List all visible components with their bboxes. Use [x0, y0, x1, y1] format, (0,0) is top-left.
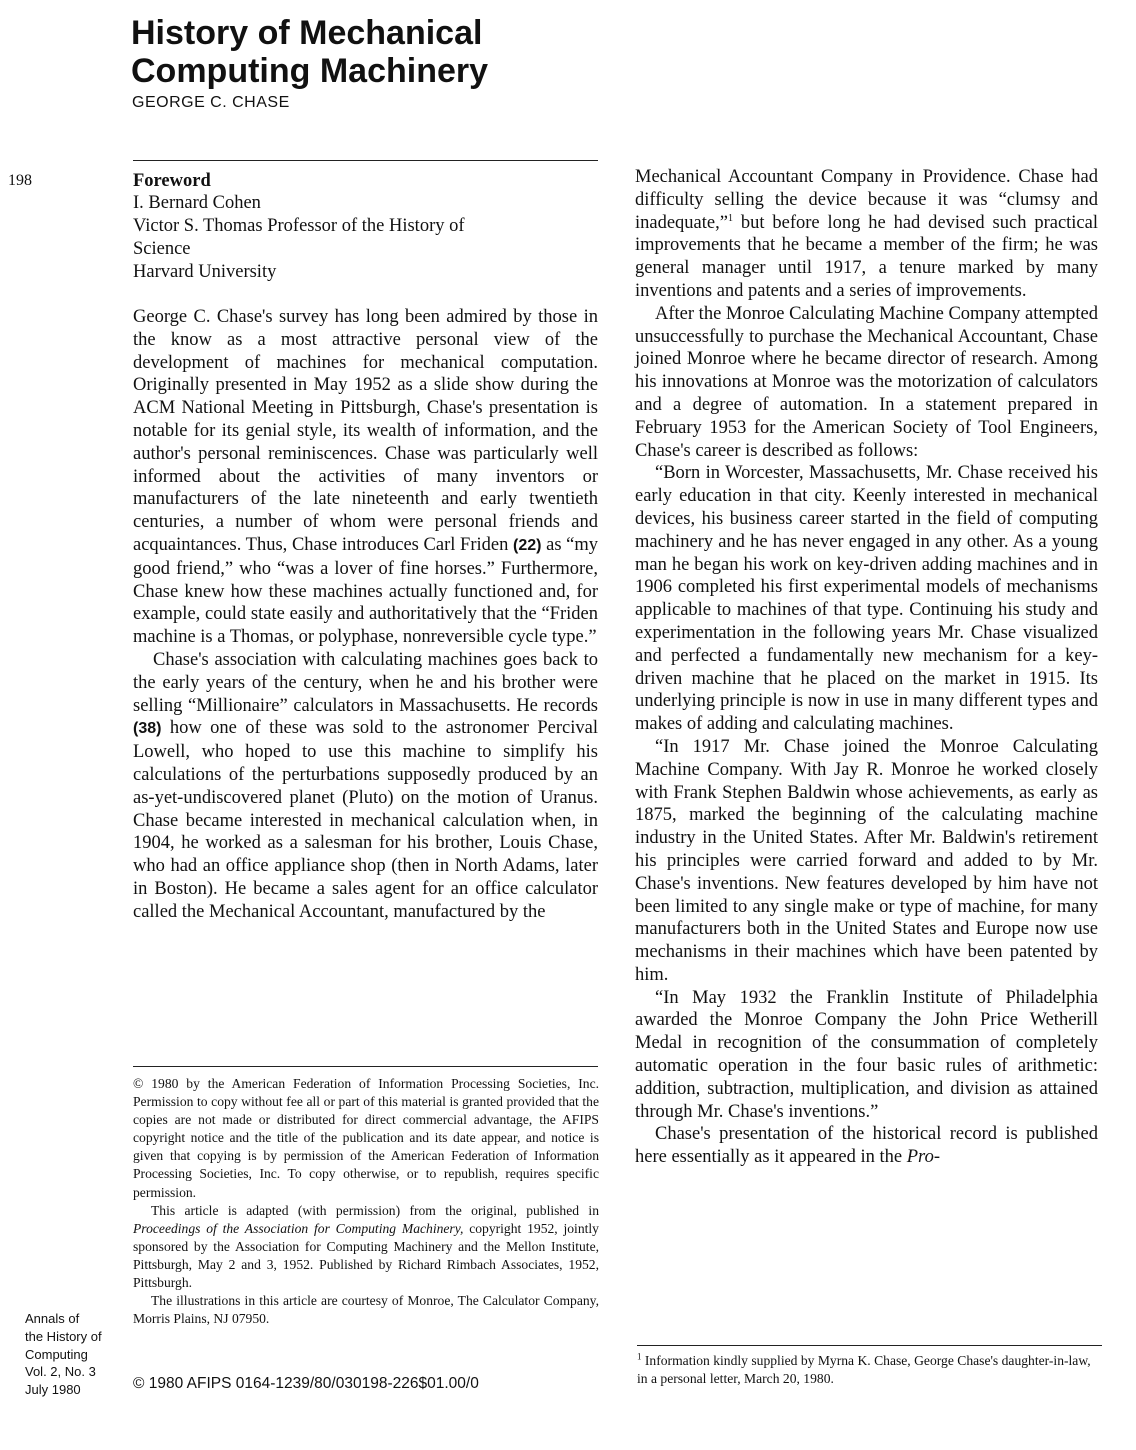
- foreword-byline-name: I. Bernard Cohen: [133, 193, 261, 213]
- journal-info: [25, 1310, 125, 1399]
- foreword-byline-affiliation: Harvard University: [133, 262, 277, 282]
- body-paragraph: After the Monroe Calculating Machine Company attempted unsuccessfully to purchase the Mechanical Accountant, Chase joined Monroe where he became director of research. Among his innovations at Monroe was the motorization of calculators and a degree of automation. In a statement prepared in February 1953 for the American Society of Tool Engineers, Chase's career is described as follows:: [635, 303, 1098, 461]
- journal-info-line: Computing: [25, 1346, 88, 1362]
- journal-info-line: July 1980: [25, 1382, 81, 1398]
- foreword-paragraph: Chase's association with calculating machines goes back to the early years of the century, when he and his brother were selling “Millionaire” calculators in Massachusetts. He records (38) how one of these was sold to the astronomer Percival Lowell, who hoped to use this machine to simplify his calculations of the perturbations supposedly produced by an as-yet-undiscovered planet (Pluto) on the motion of Uranus. Chase became interested in mechanical calculation when, in 1904, he worked as a salesman for his brother, Louis Chase, who had an office appliance shop (then in North Adams, later in Boston). He became a sales agent for an office calculator called the Mechanical Accountant, manufactured by the: [133, 649, 599, 922]
- foreword-paragraph: George C. Chase's survey has long been admired by those in the know as a most attractive personal view of the development of machines for mechanical computation. Originally presented in May 1952 as a slide show during the ACM National Meeting in Pittsburgh, Chase's presentation is notable for its genial style, its wealth of information, and the author's personal reminiscences. Chase was particularly well informed about the activities of many inventors or manufacturers of the late nineteenth and early twentieth centuries, a number of whom were personal friends and acquaintances. Thus, Chase introduces Carl Friden (22) as “my good friend,” who “was a lover of fine horses.” Furthermore, Chase knew how these machines actually functioned and, for example, could state easily and authoritatively that the “Friden machine is a Thomas, or polyphase, nonreversible cycle type.”: [133, 307, 599, 648]
- foreword-top-rule: [133, 160, 598, 161]
- body-paragraph: Mechanical Accountant Company in Providence. Chase had difficulty selling the device because it was “clumsy and inadequate,”$^1$ but before long he had devised such practical improvements that he became a member of the firm; he was general manager until 1917, a tenure marked by many inventions and patents and a series of improvements.: [635, 167, 1098, 301]
- copyright-notice: [133, 1075, 599, 1328]
- article-title: History of Mechanical Computing Machinery: [131, 14, 489, 90]
- article-author: GEORGE C. CHASE: [132, 94, 290, 111]
- quote-paragraph: “In 1917 Mr. Chase joined the Monroe Calculating Machine Company. With Jay R. Monroe he worked closely with Frank Stephen Baldwin whose achievements, as early as 1875, marked the beginning of the calculating machine industry in the United States. After Mr. Baldwin's retirement his principles were carried forward and added to by Mr. Chase's inventions. New features developed by him have not been limited to any single make or type of machine, for many manufacturers both in the United States and Europe now use mechanisms in their machines which have been patented by him.: [635, 736, 1098, 985]
- page-number: 198: [8, 172, 32, 189]
- footnote-number: 1: [637, 1351, 642, 1362]
- foreword-byline-title-cont: Science: [133, 239, 191, 259]
- copyright-text: © 1980 by the American Federation of Information Processing Societies, Inc. Permission to copy without fee all or part of this material is granted provided that the copies are not made or distributed for direct commercial advantage, the AFIPS copyright notice and the title of the publication and its date appear, and notice is given that copying is by permission of the American Federation of Information Processing Societies, Inc. To copy otherwise, or to republish, requires specific permission.: [133, 1076, 599, 1200]
- left-column: [133, 170, 598, 924]
- footnote-rule: [637, 1345, 1102, 1346]
- quote-paragraph: “Born in Worcester, Massachusetts, Mr. Chase received his early education in that city. Keenly interested in mechanical devices, his business career started in the field of computing machinery and he has never engaged in any other. As a young man he began his work on key-driven adding machines and in 1906 completed his first experimental models of mechanisms applicable to machines of that type. Continuing his study and experimentation in the following years Mr. Chase visualized and perfected a fundamentally new mechanism for a key-driven machine that he placed on the market in 1915. Its underlying principle is now in use in many different types and makes of adding and calculating machines.: [635, 463, 1098, 735]
- footnote: $^1$ Information kindly supplied by Myrna K. Chase, George Chase's daughter-in-law, in a personal letter, March 20, 1980.: [637, 1351, 1091, 1386]
- footnote-marker: 1: [727, 212, 733, 224]
- illustration-credit: The illustrations in this article are courtesy of Monroe, The Calculator Company, Morris Plains, NJ 07950.: [133, 1293, 599, 1327]
- adaptation-note: This article is adapted (with permission) from the original, published in Proceedings of the Association for Computing Machinery, copyright 1952, jointly sponsored by the Association for Computing Machinery and the Mellon Institute, Pittsburgh, May 2 and 3, 1952. Published by Richard Rimbach Associates, 1952, Pittsburgh.: [133, 1202, 599, 1291]
- body-paragraph: Chase's presentation of the historical record is published here essentially as it appeared in the Pro-: [635, 1124, 1098, 1168]
- citation: (38): [133, 720, 162, 738]
- issn-line: © 1980 AFIPS 0164-1239/80/030198-226$01.00/0: [133, 1375, 479, 1392]
- quote-paragraph: “In May 1932 the Franklin Institute of Philadelphia awarded the Monroe Company the John Price Wetherill Medal in recognition of the consummation of completely automatic operation in the four basic rules of arithmetic: addition, subtraction, multiplication, and division as attained through Mr. Chase's inventions.”: [635, 987, 1098, 1122]
- foreword-heading: Foreword: [133, 171, 211, 191]
- journal-info-line: Annals of: [25, 1311, 80, 1326]
- journal-info-line: Vol. 2, No. 3: [25, 1364, 96, 1380]
- foreword-byline-title: Victor S. Thomas Professor of the History of: [133, 216, 465, 236]
- italic-continuation: Pro-: [906, 1147, 940, 1168]
- right-column: [635, 166, 1098, 1169]
- copyright-rule: [133, 1066, 598, 1067]
- journal-info-line: the History of: [25, 1328, 102, 1344]
- citation: (22): [513, 536, 542, 554]
- proceedings-title: Proceedings of the Association for Computing Machinery,: [133, 1220, 464, 1236]
